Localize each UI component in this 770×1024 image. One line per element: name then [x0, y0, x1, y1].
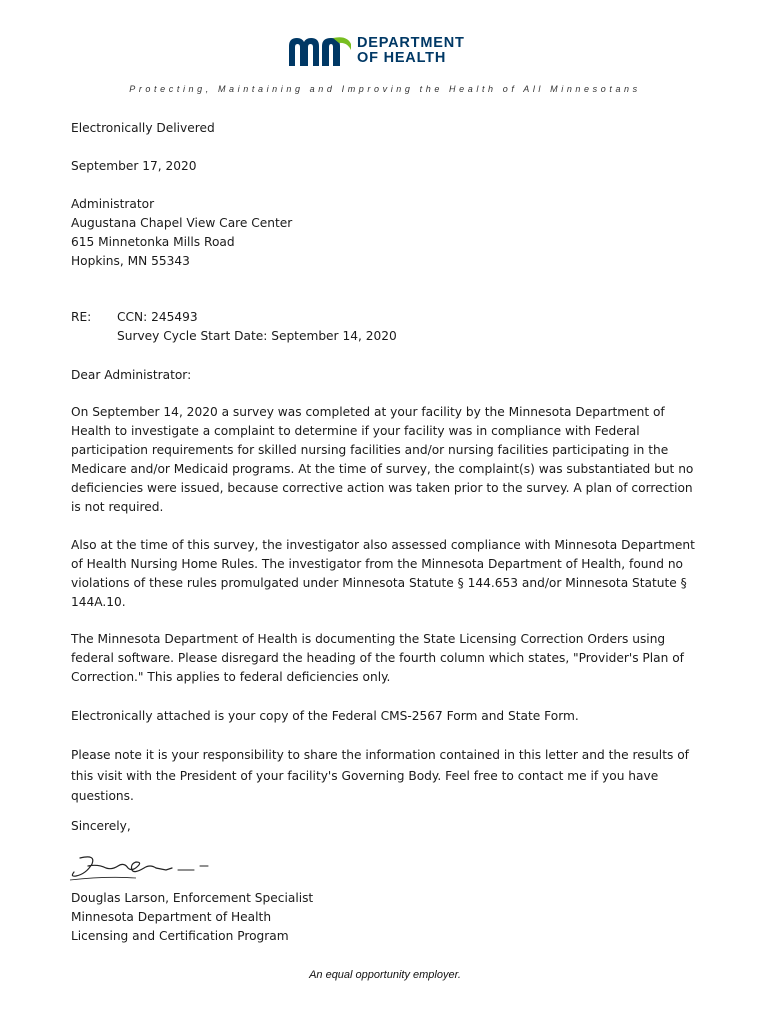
recipient-line-4: Hopkins, MN 55343 — [71, 254, 190, 268]
paragraph-line: is not required. — [71, 500, 164, 514]
signer-line-1: Douglas Larson, Enforcement Specialist — [71, 891, 314, 905]
delivery-method — [71, 119, 701, 138]
paragraph-3 — [71, 630, 701, 687]
paragraph-4 — [71, 707, 701, 726]
mn-logo-icon — [289, 36, 351, 66]
paragraph-line: The Minnesota Department of Health is documenting the State Licensing Correction Orders using — [71, 632, 666, 646]
paragraph-line: this visit with the President of your facility's Governing Body. Feel free to contact me if you have — [71, 768, 659, 783]
paragraph-2 — [71, 536, 701, 612]
paragraph-line: Medicare and/or Medicaid programs. At the time of survey, the complaint(s) was substantiated but no — [71, 462, 694, 476]
mdh-logo — [289, 34, 465, 68]
salutation — [71, 366, 701, 385]
recipient-line-2: Augustana Chapel View Care Center — [71, 216, 293, 230]
date-text: September 17, 2020 — [71, 159, 197, 173]
re-block — [71, 308, 701, 348]
closing — [71, 817, 701, 836]
paragraph-line: violations of these rules promulgated under Minnesota Statute § 144.653 and/or Minnesota Statute § — [71, 576, 687, 590]
signer-line-3: Licensing and Certification Program — [71, 929, 289, 943]
paragraph-line: Please note it is your responsibility to share the information contained in this letter and the results of — [71, 748, 689, 762]
closing-text: Sincerely, — [71, 819, 131, 833]
ccn: CCN: 245493 — [117, 310, 198, 324]
logo-line-1: DEPARTMENT — [357, 35, 465, 51]
recipient-line-3: 615 Minnetonka Mills Road — [71, 235, 235, 249]
paragraph-line: Health to investigate a complaint to determine if your facility was in compliance with Federal — [71, 424, 640, 438]
re-values — [117, 308, 397, 346]
paragraph-line: Electronically attached is your copy of the Federal CMS-2567 Form and State Form. — [71, 709, 579, 723]
paragraph-1 — [71, 403, 701, 517]
paragraph-line: federal software. Please disregard the heading of the fourth column which states, "Provider's Plan of — [71, 651, 684, 665]
signer-block — [71, 889, 701, 946]
tagline: Protecting, Maintaining and Improving the Health of All Minnesotans — [129, 84, 641, 94]
logo-line-2: OF HEALTH — [357, 50, 447, 66]
signer-line-2: Minnesota Department of Health — [71, 910, 272, 924]
paragraph-line: 144A.10. — [71, 595, 126, 609]
paragraph-line: Also at the time of this survey, the investigator also assessed compliance with Minnesota Department — [71, 538, 695, 552]
paragraph-line: questions. — [71, 789, 134, 803]
signature — [66, 852, 216, 889]
signature-icon — [66, 852, 216, 884]
delivery-text: Electronically Delivered — [71, 121, 215, 135]
logo-text — [357, 36, 465, 66]
paragraph-5 — [71, 745, 701, 807]
paragraph-line: of Health Nursing Home Rules. The investigator from the Minnesota Department of Health, found no — [71, 557, 684, 571]
recipient-address — [71, 195, 701, 271]
paragraph-line: On September 14, 2020 a survey was completed at your facility by the Minnesota Department of — [71, 405, 665, 419]
salutation-text: Dear Administrator: — [71, 368, 192, 382]
paragraph-line: participation requirements for skilled nursing facilities and/or nursing facilities participating in the — [71, 443, 669, 457]
recipient-line-1: Administrator — [71, 197, 155, 211]
footer-equal-opportunity: An equal opportunity employer. — [309, 969, 461, 981]
letter-date — [71, 157, 701, 176]
paragraph-line: deficiencies were issued, because corrective action was taken prior to the survey. A plan of correction — [71, 481, 693, 495]
survey-cycle-start: Survey Cycle Start Date: September 14, 2020 — [117, 329, 397, 343]
paragraph-line: Correction." This applies to federal deficiencies only. — [71, 670, 391, 684]
re-label: RE: — [71, 310, 92, 324]
